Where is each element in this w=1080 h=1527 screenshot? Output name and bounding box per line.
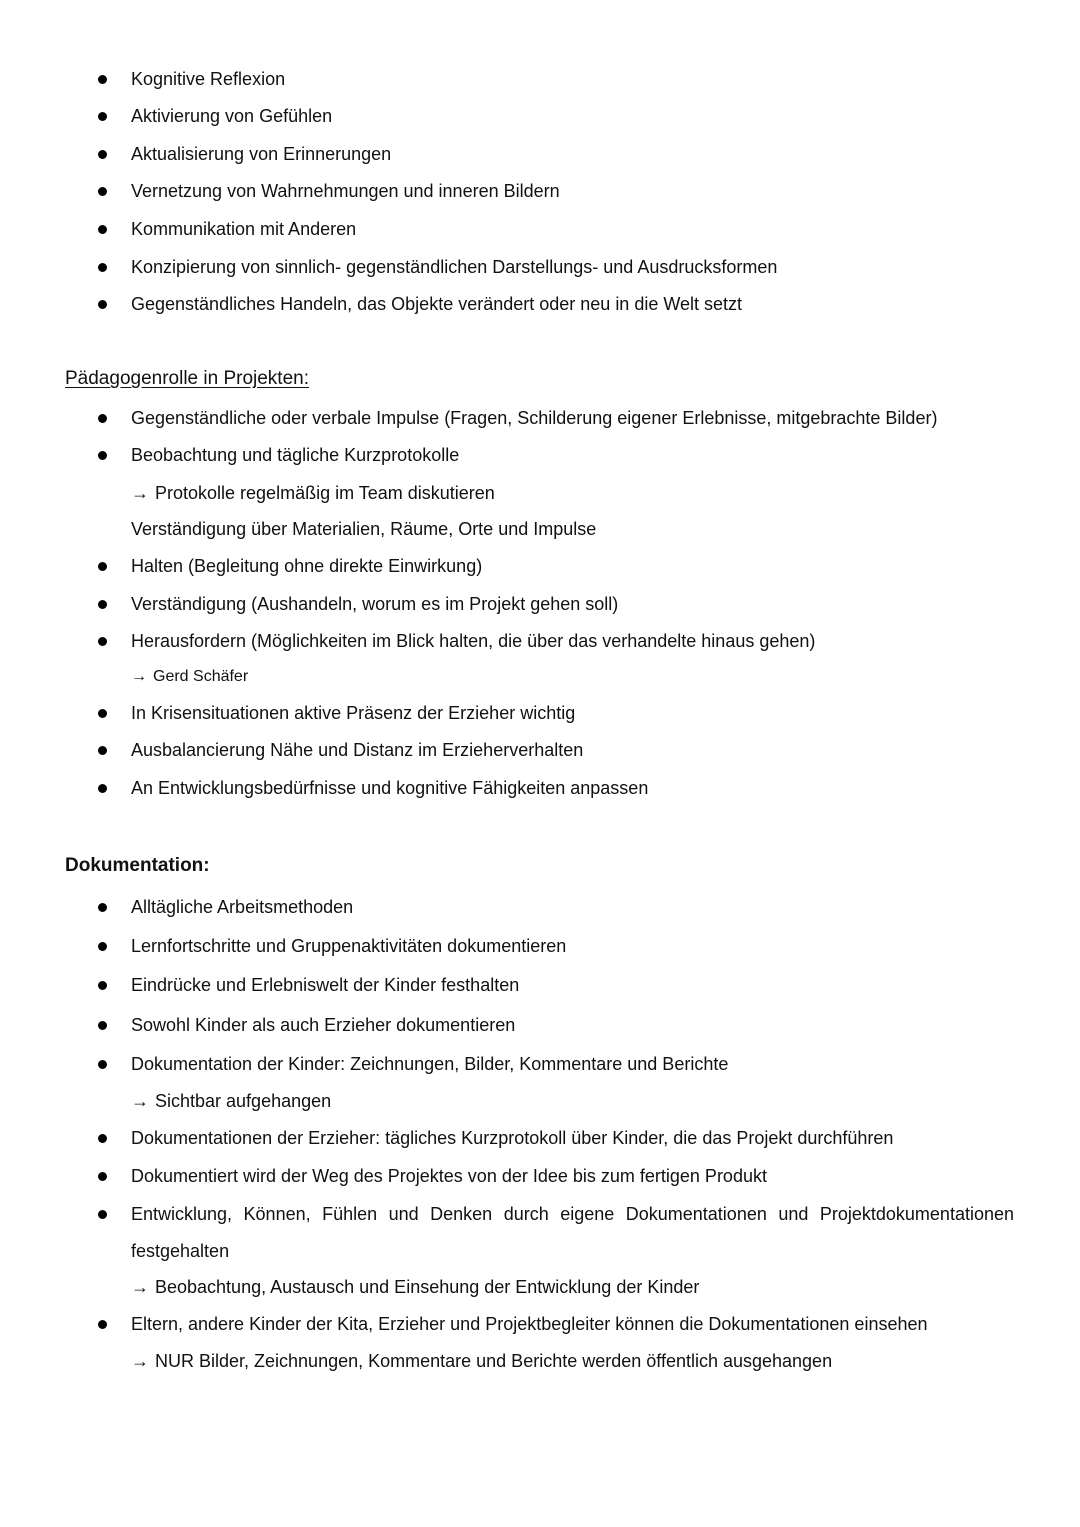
bullet-icon [98, 1060, 107, 1069]
bullet-icon [98, 451, 107, 460]
list-item: Dokumentationen der Erzieher: tägliches Kurzprotokoll über Kinder, die das Projekt durchführen [0, 1124, 1080, 1152]
list-item: Eltern, andere Kinder der Kita, Erzieher und Projektbegleiter können die Dokumentationen einsehen [0, 1310, 1080, 1338]
list-item: Dokumentation der Kinder: Zeichnungen, Bilder, Kommentare und Berichte [0, 1050, 1080, 1078]
list-item: Dokumentiert wird der Weg des Projektes von der Idee bis zum fertigen Produkt [0, 1162, 1080, 1190]
list-item: Ausbalancierung Nähe und Distanz im Erzieherverhalten [0, 736, 1080, 764]
sub-item: → Gerd Schäfer [131, 668, 249, 685]
list-item: Kognitive Reflexion [0, 65, 1080, 93]
bullet-icon [98, 1320, 107, 1329]
list-item: Aktivierung von Gefühlen [0, 102, 1080, 130]
bullet-icon [98, 112, 107, 121]
list-item: Lernfortschritte und Gruppenaktivitäten dokumentieren [0, 932, 1080, 960]
bullet-icon [98, 600, 107, 609]
arrow-right-icon: → [131, 1277, 149, 1297]
bullet-icon [98, 414, 107, 423]
sub-item: Verständigung über Materialien, Räume, Orte und Impulse [131, 519, 597, 539]
list-item: Entwicklung, Können, Fühlen und Denken durch eigene Dokumentationen und Projektdokumentationen [0, 1200, 1080, 1228]
bullet-icon [98, 903, 107, 912]
list-item: An Entwicklungsbedürfnisse und kognitive Fähigkeiten anpassen [0, 774, 1080, 802]
bullet-icon [98, 263, 107, 272]
bullet-icon [98, 942, 107, 951]
sub-item: → NUR Bilder, Zeichnungen, Kommentare und Berichte werden öffentlich ausgehangen [131, 1351, 833, 1371]
bullet-icon [98, 1134, 107, 1143]
bullet-icon [98, 187, 107, 196]
list-item: Verständigung (Aushandeln, worum es im Projekt gehen soll) [0, 590, 1080, 618]
arrow-right-icon: → [131, 483, 149, 503]
bullet-icon [98, 784, 107, 793]
list-item: Herausfordern (Möglichkeiten im Blick halten, die über das verhandelte hinaus gehen) [0, 627, 1080, 655]
sub-item: → Beobachtung, Austausch und Einsehung der Entwicklung der Kinder [131, 1277, 700, 1297]
arrow-right-icon: → [131, 1091, 149, 1111]
arrow-right-icon: → [131, 1351, 149, 1371]
sub-item: → Sichtbar aufgehangen [131, 1091, 332, 1111]
arrow-right-icon: → [131, 668, 147, 685]
list-item: Vernetzung von Wahrnehmungen und inneren Bildern [0, 177, 1080, 205]
list-item: Gegenständliche oder verbale Impulse (Fragen, Schilderung eigener Erlebnisse, mitgebrachte Bilder) [0, 404, 1080, 432]
list-item: Gegenständliches Handeln, das Objekte verändert oder neu in die Welt setzt [0, 290, 1080, 318]
bullet-icon [98, 1021, 107, 1030]
list-item: Sowohl Kinder als auch Erzieher dokumentieren [0, 1011, 1080, 1039]
bullet-icon [98, 300, 107, 309]
list-item-continuation: festgehalten [131, 1241, 230, 1261]
bullet-icon [98, 981, 107, 990]
bullet-icon [98, 150, 107, 159]
list-item: Beobachtung und tägliche Kurzprotokolle [0, 441, 1080, 469]
bullet-icon [98, 562, 107, 571]
section-heading: Pädagogenrolle in Projekten: [65, 368, 310, 389]
bullet-icon [98, 637, 107, 646]
list-item: Konzipierung von sinnlich- gegenständlichen Darstellungs- und Ausdrucksformen [0, 253, 1080, 281]
sub-item: → Protokolle regelmäßig im Team diskutieren [131, 483, 495, 503]
list-item: Halten (Begleitung ohne direkte Einwirkung) [0, 552, 1080, 580]
bullet-icon [98, 75, 107, 84]
bullet-icon [98, 709, 107, 718]
bullet-icon [98, 1172, 107, 1181]
list-item: Alltägliche Arbeitsmethoden [0, 893, 1080, 921]
bullet-icon [98, 225, 107, 234]
list-item: Aktualisierung von Erinnerungen [0, 140, 1080, 168]
list-item: Eindrücke und Erlebniswelt der Kinder festhalten [0, 971, 1080, 999]
list-item: In Krisensituationen aktive Präsenz der Erzieher wichtig [0, 699, 1080, 727]
bullet-icon [98, 1210, 107, 1219]
bullet-icon [98, 746, 107, 755]
section-heading: Dokumentation: [65, 855, 210, 876]
list-item: Kommunikation mit Anderen [0, 215, 1080, 243]
